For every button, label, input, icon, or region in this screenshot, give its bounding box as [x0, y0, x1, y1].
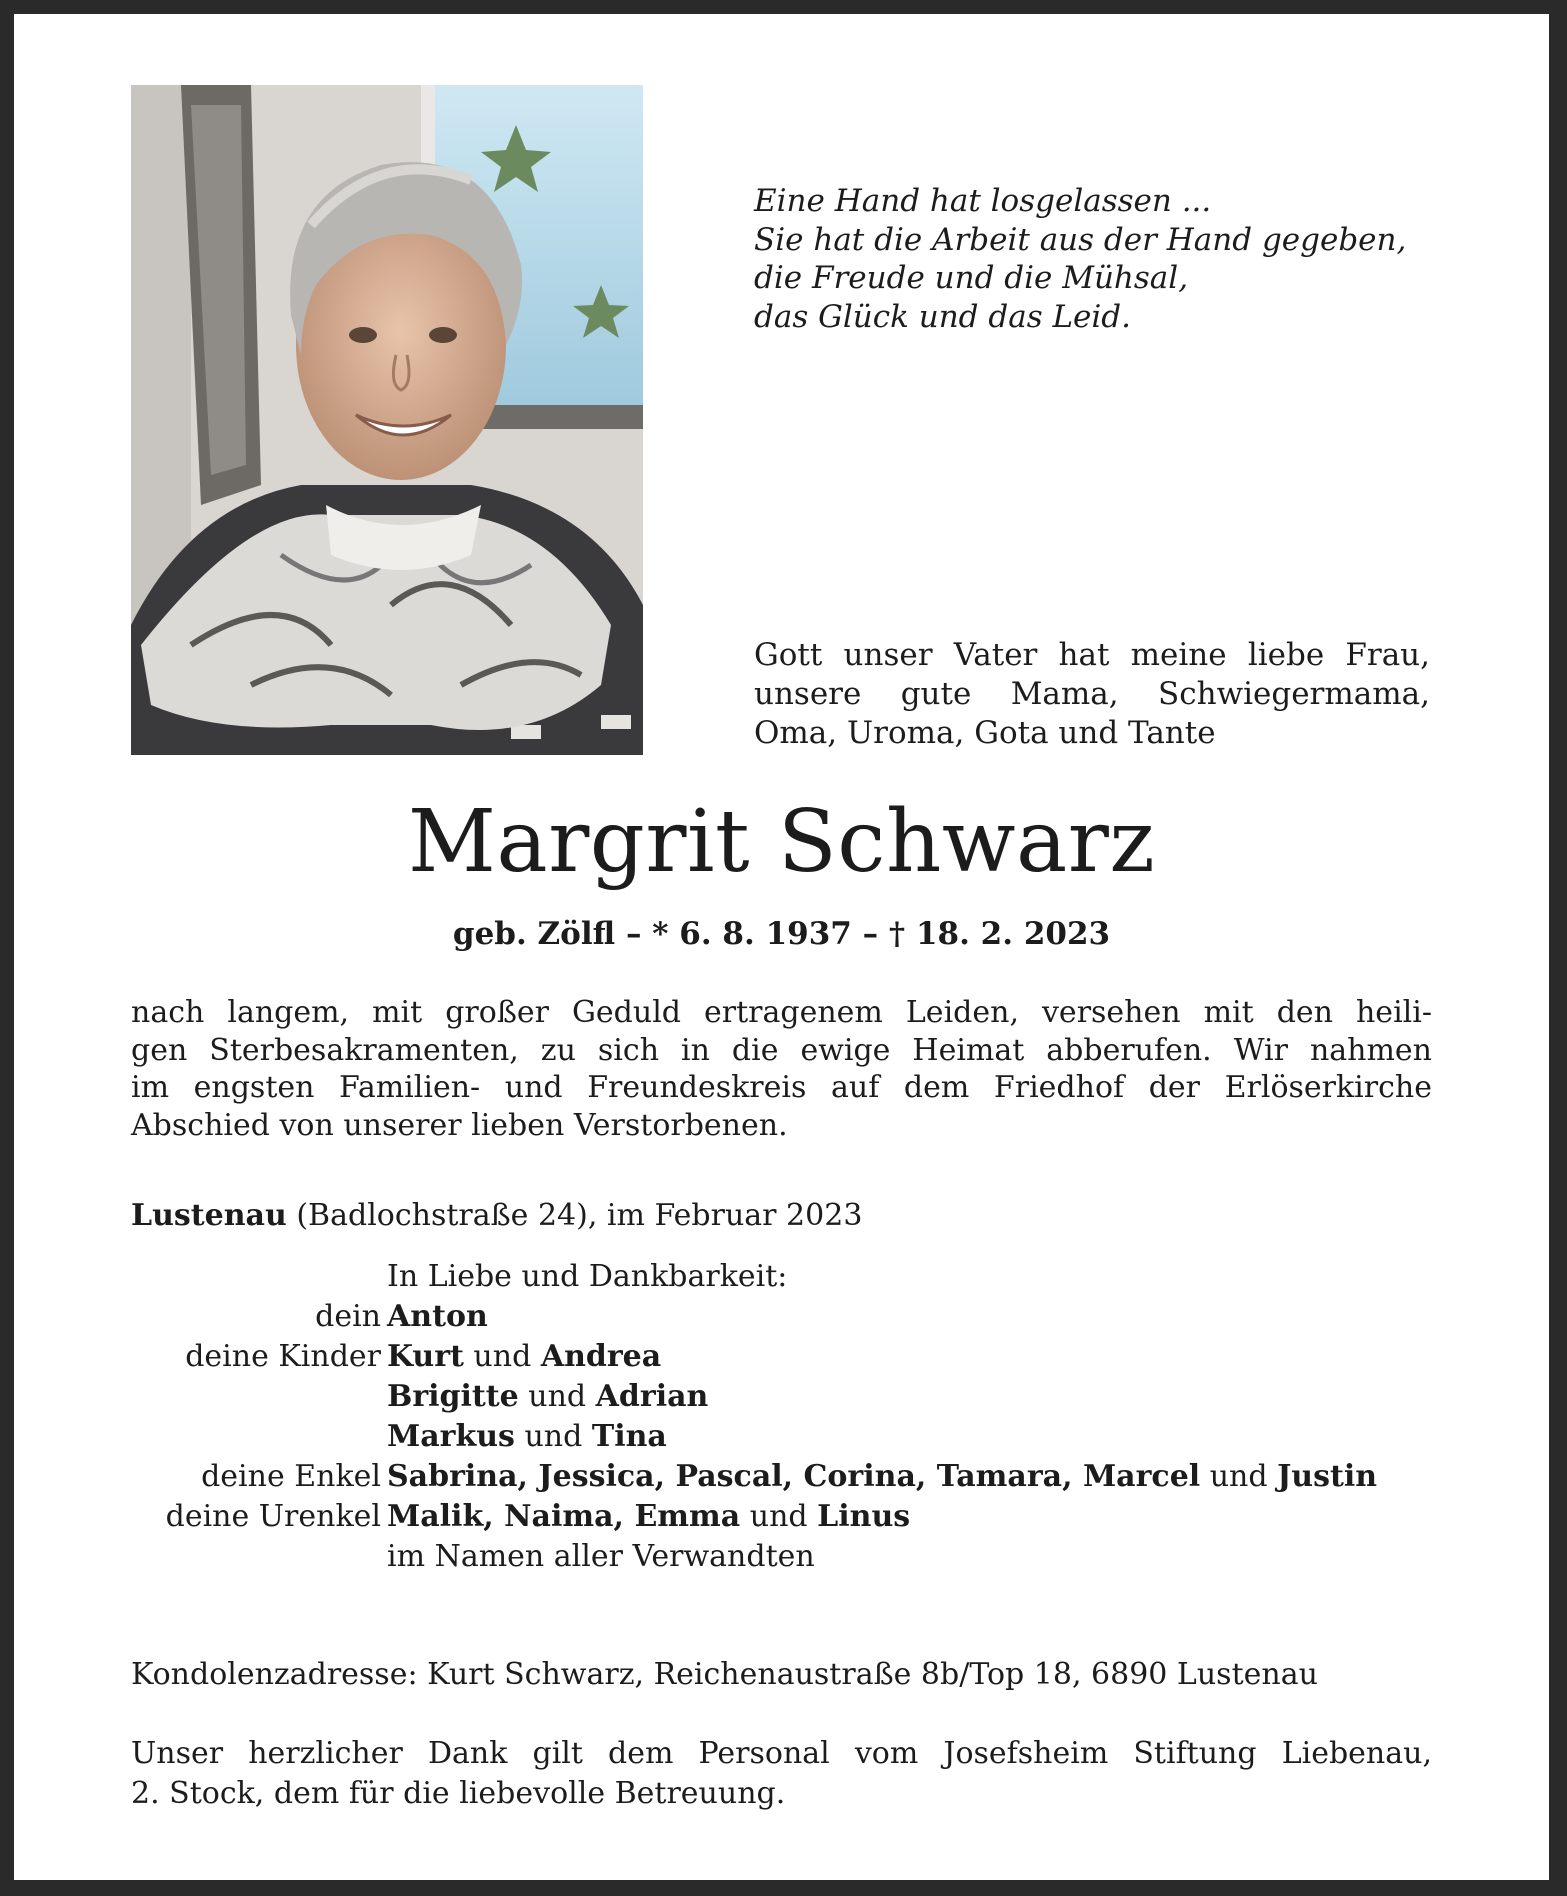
family-row: [131, 1419, 1511, 1459]
family-heading: In Liebe und Dankbarkeit:: [387, 1259, 788, 1294]
deceased-name: Margrit Schwarz: [407, 792, 1156, 892]
family-footer-row: [131, 1539, 1511, 1579]
intro-text: [754, 636, 1430, 753]
thanks-line: 2. Stock, dem für die liebevolle Betreuung.: [131, 1776, 786, 1811]
portrait-photo: [131, 85, 643, 755]
body-line: im engsten Familien- und Freundeskreis auf dem Friedhof der Erlöserkirche: [131, 1070, 1432, 1105]
poem-line: Sie hat die Arbeit aus der Hand gegeben,: [754, 221, 1407, 258]
thanks-note: [131, 1734, 1432, 1814]
family-relation-label: deine Enkel: [201, 1459, 381, 1494]
family-footer: im Namen aller Verwandten: [387, 1539, 815, 1574]
poem-line: Eine Hand hat losgelassen ...: [754, 183, 1212, 219]
family-members: [387, 1459, 1377, 1494]
body-line: gen Sterbesakramenten, zu sich in die ewige Heimat abberufen. Wir nahmen: [131, 1032, 1432, 1068]
birth-death-dates: geb. Zölfl – * 6. 8. 1937 – † 18. 2. 2023: [452, 916, 1111, 952]
condolence-address: Kondolenzadresse: Kurt Schwarz, Reichenaustraße 8b/Top 18, 6890 Lustenau: [131, 1657, 1318, 1692]
family-member-name: Justin: [1277, 1459, 1378, 1494]
family-member-name: Brigitte: [387, 1379, 519, 1414]
poem: [754, 182, 1514, 336]
family-members: [387, 1299, 488, 1334]
family-connector: und: [740, 1499, 818, 1534]
family-rows: [131, 1299, 1511, 1539]
family-members: [387, 1339, 661, 1374]
family-relation-label: dein: [315, 1299, 381, 1334]
family-connector: und: [518, 1379, 596, 1414]
family-member-name: Tina: [591, 1419, 667, 1454]
family-row: [131, 1459, 1511, 1499]
family-member-name: Markus: [387, 1419, 515, 1454]
family-members: [387, 1499, 910, 1534]
family-row: [131, 1299, 1511, 1339]
family-member-name: Sabrina, Jessica, Pascal, Corina, Tamara, Marcel: [387, 1459, 1201, 1494]
family-row: [131, 1499, 1511, 1539]
poem-line: das Glück und das Leid.: [754, 298, 1131, 335]
portrait-image: [131, 85, 643, 755]
family-member-name: Kurt: [387, 1339, 464, 1374]
family-member-name: Malik, Naima, Emma: [387, 1499, 741, 1534]
body-line: Abschied von unserer lieben Verstorbenen.: [131, 1107, 788, 1143]
family-list: [131, 1259, 1511, 1579]
family-members: [387, 1419, 667, 1454]
family-member-name: Adrian: [595, 1379, 709, 1414]
family-connector: und: [1200, 1459, 1278, 1494]
family-connector: und: [463, 1339, 541, 1374]
intro-line: Gott unser Vater hat meine liebe Frau,: [754, 637, 1430, 673]
poem-line: die Freude und die Mühsal,: [754, 260, 1189, 296]
family-relation-label: deine Urenkel: [165, 1499, 381, 1534]
intro-line: unsere gute Mama, Schwiegermama,: [754, 676, 1430, 712]
body-line: nach langem, mit großer Geduld ertragenem Leiden, versehen mit den heili-: [131, 995, 1432, 1030]
family-row: [131, 1379, 1511, 1419]
family-relation-label: deine Kinder: [185, 1339, 381, 1374]
obituary-body: [131, 994, 1432, 1144]
family-member-name: Andrea: [540, 1339, 662, 1374]
place-date: [131, 1198, 862, 1233]
place-rest: (Badlochstraße 24), im Februar 2023: [286, 1198, 863, 1233]
family-member-name: Linus: [817, 1499, 911, 1534]
family-member-name: Anton: [387, 1299, 488, 1334]
family-members: [387, 1379, 708, 1414]
thanks-line: Unser herzlicher Dank gilt dem Personal vom Josefsheim Stiftung Liebenau,: [131, 1736, 1432, 1771]
place-town: Lustenau: [131, 1198, 287, 1233]
family-heading-row: [131, 1259, 1511, 1299]
family-row: [131, 1339, 1511, 1379]
family-connector: und: [514, 1419, 592, 1454]
obituary-page: [14, 14, 1549, 1880]
intro-line: Oma, Uroma, Gota und Tante: [754, 715, 1216, 751]
